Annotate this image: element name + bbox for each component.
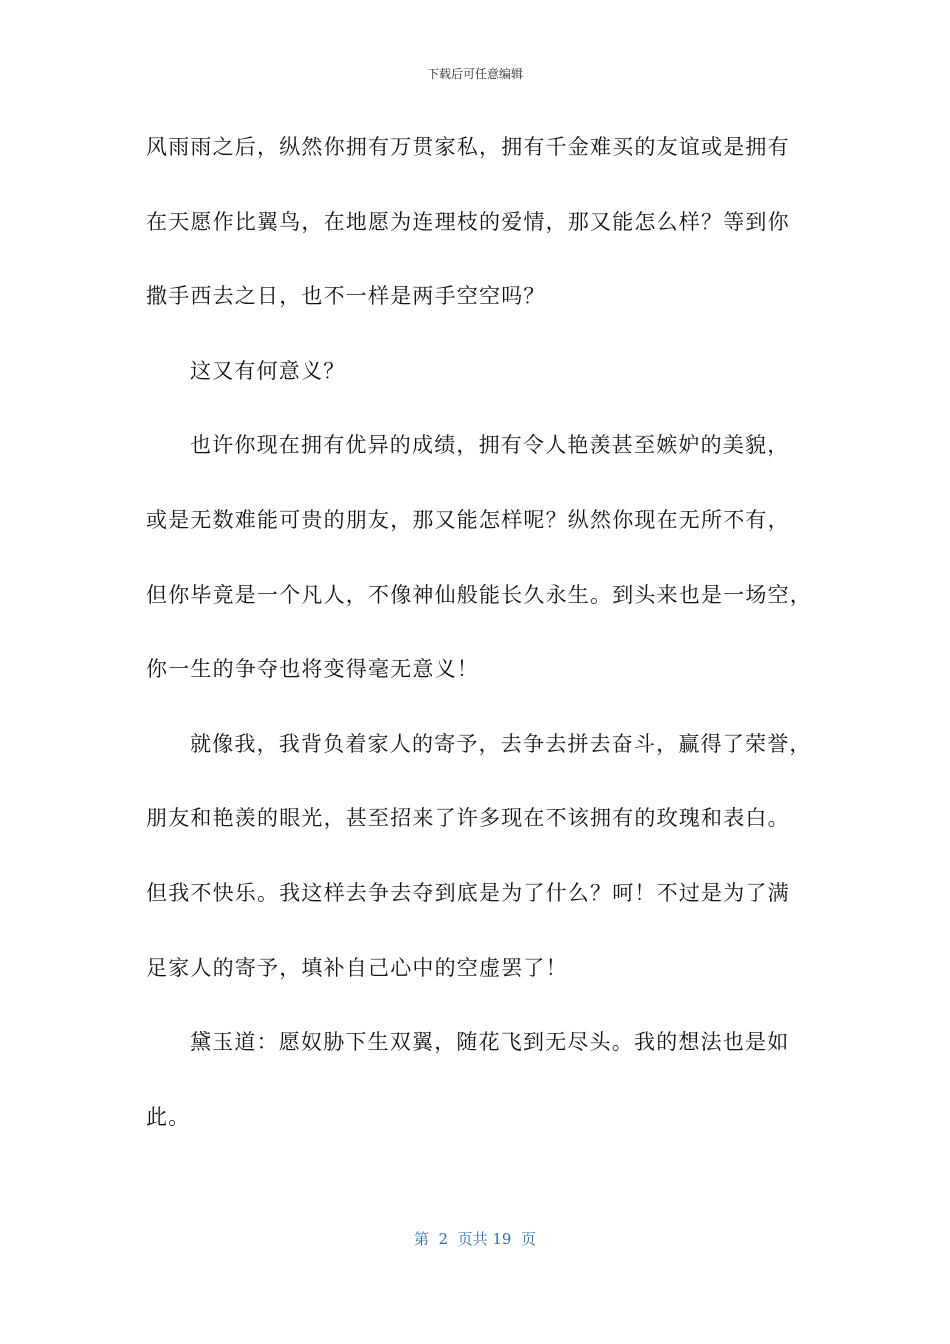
paragraph-start-line: 这又有何意义？ bbox=[190, 358, 346, 383]
text-line: 在天愿作比翼鸟，在地愿为连理枝的爱情，那又能怎么样？等到你 bbox=[146, 209, 790, 234]
text-line: 但我不快乐。我这样去争去夺到底是为了什么？呵！不过是为了满 bbox=[146, 880, 790, 905]
text-line: 你一生的争夺也将变得毫无意义！ bbox=[146, 657, 479, 682]
paragraph-start-line: 也许你现在拥有优异的成绩，拥有令人艳羡甚至嫉妒的美貌， bbox=[190, 433, 790, 458]
text-line: 风雨雨之后，纵然你拥有万贯家私，拥有千金难买的友谊或是拥有 bbox=[146, 135, 790, 159]
document-body bbox=[146, 127, 810, 1171]
text-line: 足家人的寄予，填补自己心中的空虚罢了！ bbox=[146, 955, 568, 980]
text-line: 或是无数难能可贵的朋友，那又能怎样呢？纵然你现在无所不有， bbox=[146, 507, 790, 532]
paragraph-start-line: 就像我，我背负着家人的寄予，去争去拼去奋斗，赢得了荣誉， bbox=[190, 731, 812, 756]
text-line: 朋友和艳羡的眼光，甚至招来了许多现在不该拥有的玫瑰和表白。 bbox=[146, 806, 790, 831]
text-line: 撒手西去之日，也不一样是两手空空吗？ bbox=[146, 284, 546, 309]
page-header: 下载后可任意编辑 bbox=[426, 67, 523, 81]
paragraph-start-line: 黛玉道：愿奴胁下生双翼，随花飞到无尽头。我的想法也是如 bbox=[190, 1030, 790, 1055]
page-footer: 第 2 页共 19 页 bbox=[413, 1230, 536, 1248]
text-line: 此。 bbox=[146, 1104, 191, 1129]
text-line: 但你毕竟是一个凡人，不像神仙般能长久永生。到头来也是一场空， bbox=[146, 582, 812, 607]
